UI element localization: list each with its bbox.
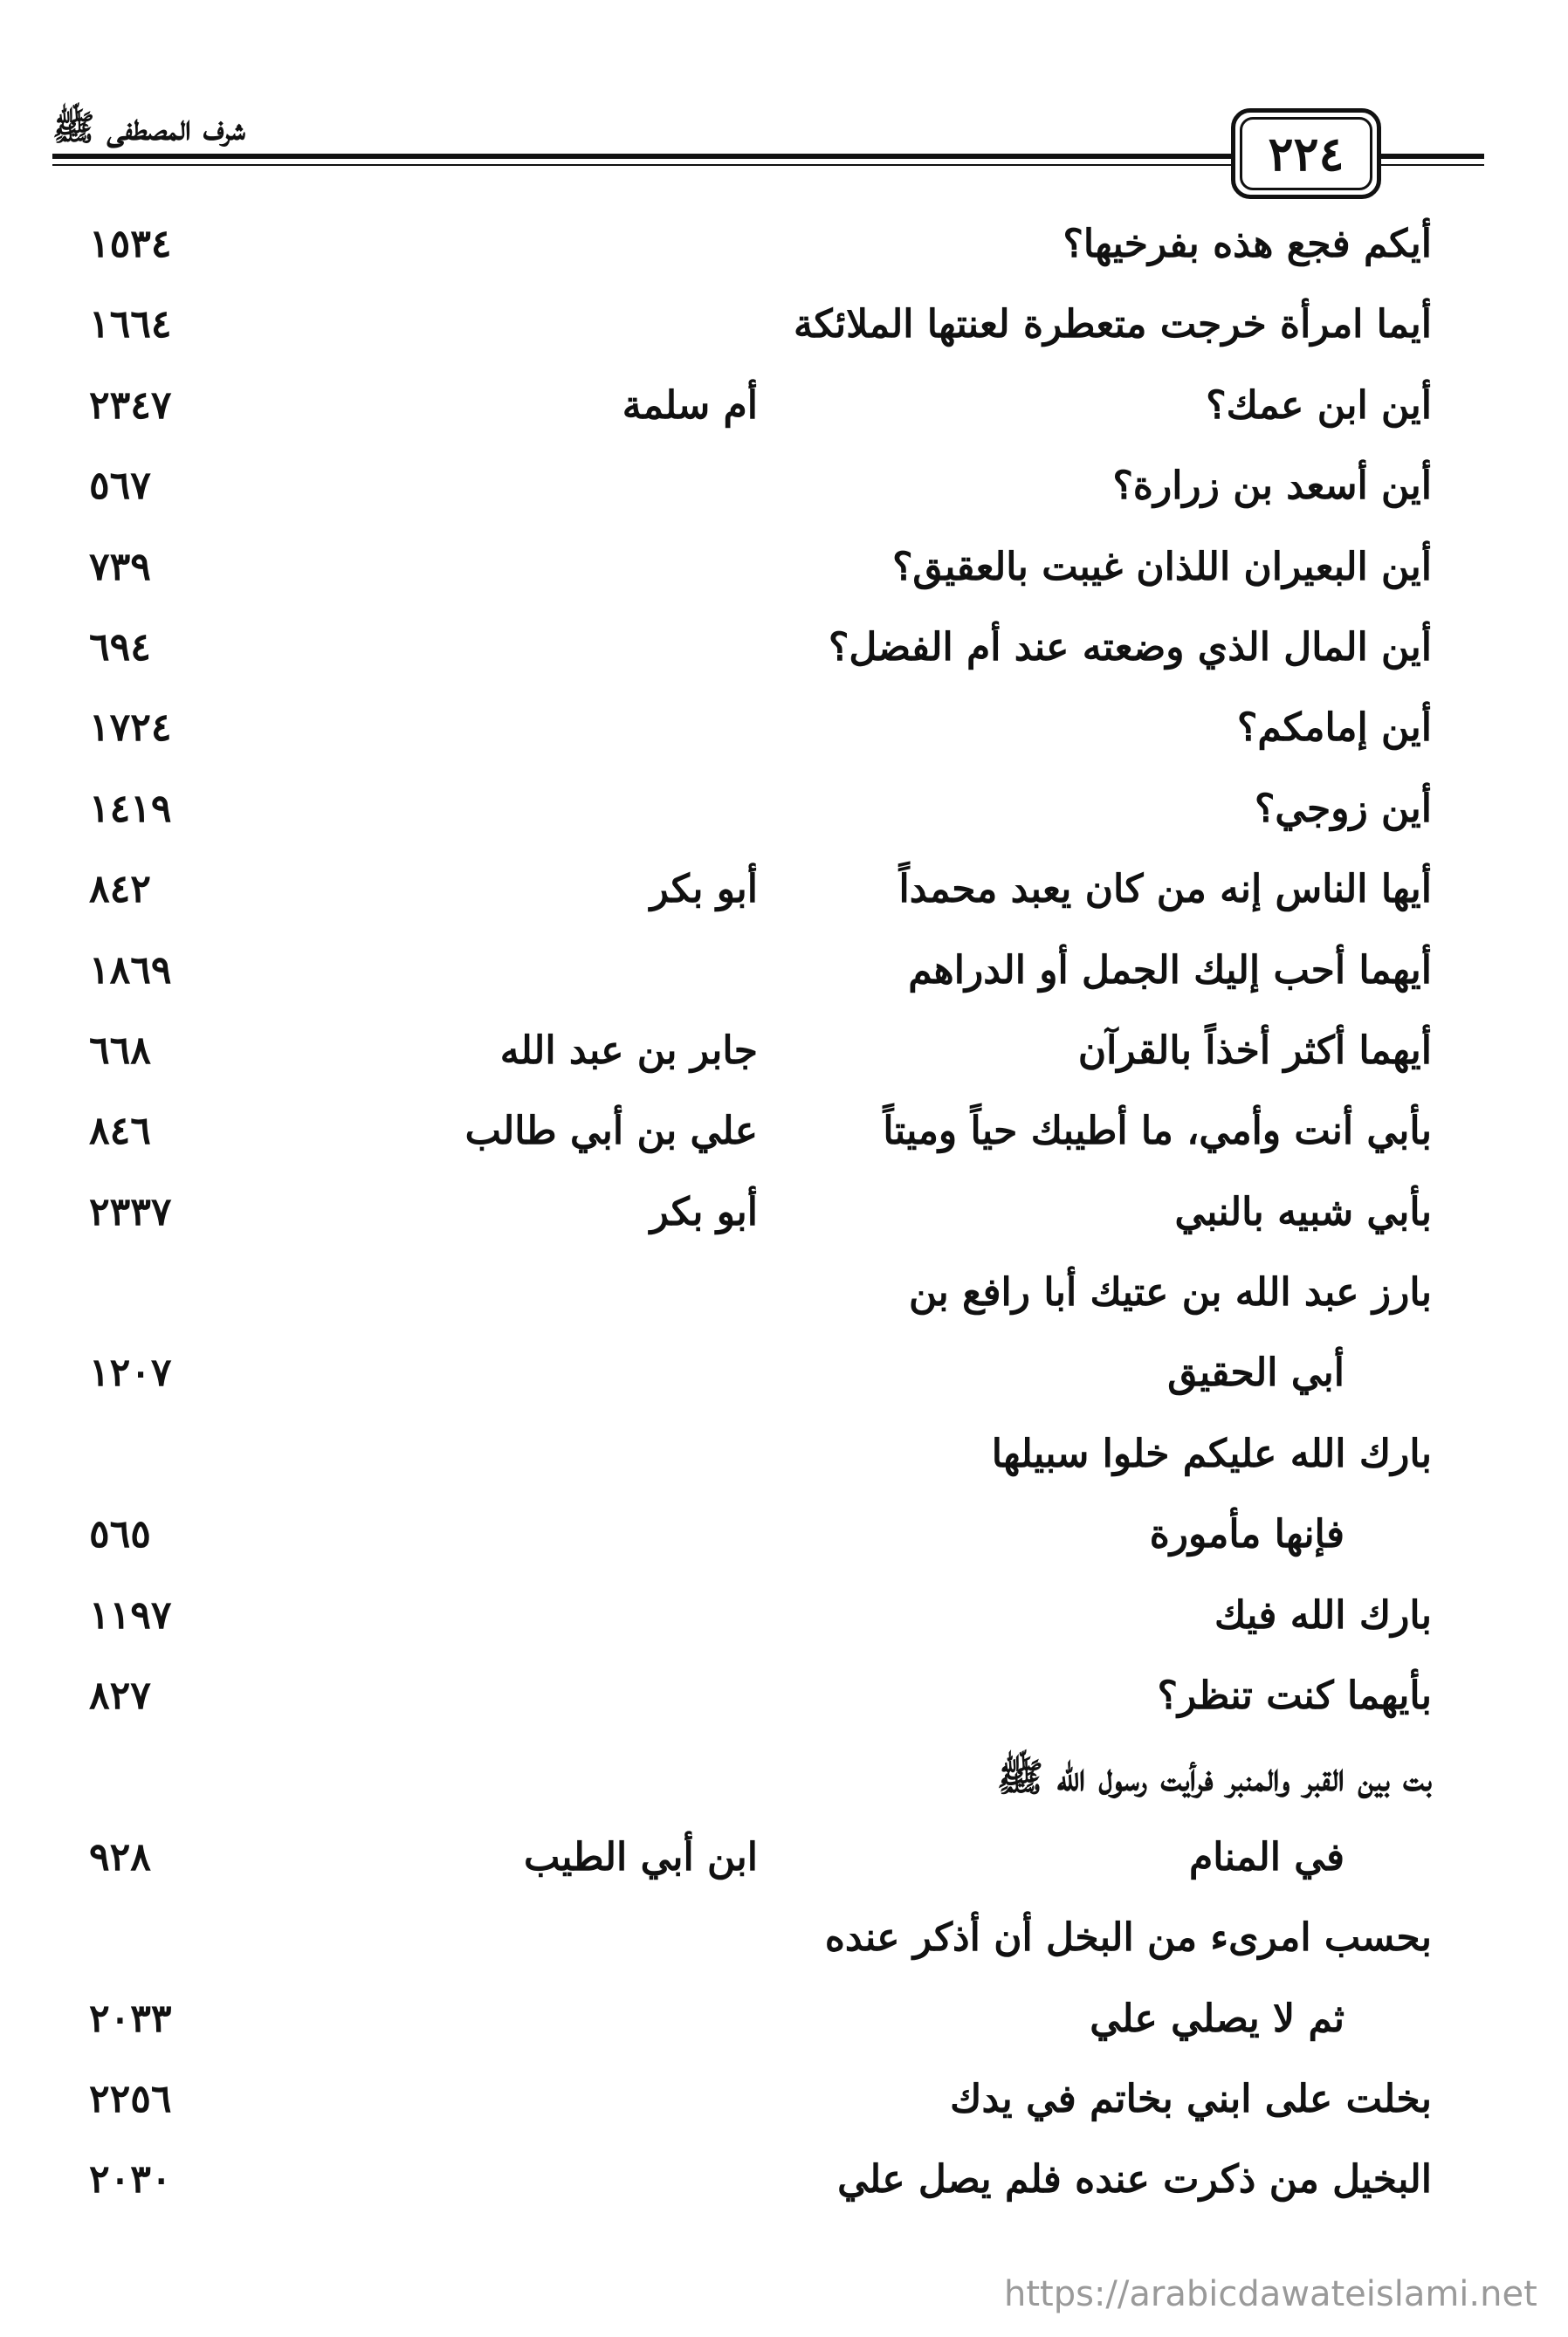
index-entry (79, 1742, 1432, 1822)
entry-hadith-number: ١٨٦٩ (89, 947, 172, 993)
index-entry (79, 533, 1432, 613)
entry-hadith-number: ٢٠٣٣ (89, 1996, 172, 2041)
entry-phrase: بأيهما كنت تنظر؟ (1157, 1674, 1432, 1719)
entry-phrase: فإنها مأمورة (1149, 1512, 1344, 1557)
entry-phrase: بارك الله عليكم خلوا سبيلها (991, 1431, 1432, 1476)
entry-hadith-number: ٦٩٤ (89, 624, 151, 670)
entry-hadith-number: ٢٠٣٠ (89, 2157, 172, 2203)
index-entry (79, 2065, 1432, 2145)
index-entry (79, 613, 1432, 693)
index-entry (79, 936, 1432, 1016)
entry-phrase: أين المال الذي وضعته عند أم الفضل؟ (828, 624, 1432, 670)
entry-hadith-number: ٦٦٨ (89, 1028, 151, 1073)
entry-narrator: أبو بكر (650, 867, 758, 912)
entry-phrase: أيهما أكثر أخذاً بالقرآن (1077, 1028, 1432, 1073)
entry-phrase: أيهما أحب إليك الجمل أو الدراهم (908, 947, 1432, 993)
index-entry (79, 1581, 1432, 1661)
index-entry (79, 1903, 1432, 1983)
entry-narrator: علي بن أبي طالب (464, 1109, 758, 1154)
entry-hadith-number: ١٥٣٤ (89, 222, 172, 266)
entry-phrase: أبي الحقيق (1167, 1351, 1344, 1396)
header-rule-thick (52, 154, 1231, 159)
index-entry (79, 1500, 1432, 1580)
index-entry (79, 1178, 1432, 1258)
entry-phrase: أيما امرأة خرجت متعطرة لعنتها الملائكة (794, 302, 1432, 347)
index-entry (79, 2145, 1432, 2225)
index-entry (79, 1096, 1432, 1177)
entry-narrator: أم سلمة (622, 382, 758, 428)
entry-hadith-number: ٧٣٩ (89, 544, 151, 589)
entry-hadith-number: ٨٤٢ (89, 867, 151, 912)
entry-hadith-number: ٨٢٧ (89, 1674, 151, 1719)
entry-phrase: أين أسعد بن زرارة؟ (1112, 464, 1432, 509)
entry-hadith-number: ٢٣٣٧ (89, 1189, 172, 1234)
entry-hadith-number: ٨٤٦ (89, 1109, 151, 1154)
entry-phrase: بارك الله فيك (1214, 1592, 1432, 1638)
entry-phrase: أين إمامكم؟ (1237, 705, 1432, 751)
entry-hadith-number: ١٢٠٧ (89, 1351, 172, 1396)
entry-phrase: أين ابن عمك؟ (1206, 382, 1432, 428)
entry-hadith-number: ٥٦٧ (89, 464, 151, 509)
entry-narrator: ابن أبي الطيب (524, 1834, 758, 1880)
entry-phrase: بارز عبد الله بن عتيك أبا رافع بن (909, 1270, 1432, 1316)
index-entry (79, 1419, 1432, 1500)
entry-phrase: أين زوجي؟ (1254, 786, 1432, 831)
index-entry (79, 693, 1432, 773)
page-number: ٢٢٤ (1240, 117, 1372, 190)
index-entry (79, 1823, 1432, 1903)
entry-phrase: البخيل من ذكرت عنده فلم يصل علي (837, 2157, 1432, 2203)
index-entry (79, 1984, 1432, 2065)
entry-phrase: بخلت على ابني بخاتم في يدك (950, 2076, 1432, 2121)
entry-hadith-number: ١٤١٩ (89, 786, 172, 831)
index-entry (79, 1338, 1432, 1419)
entry-hadith-number: ٩٢٨ (89, 1834, 151, 1880)
index-entry (79, 371, 1432, 451)
index-entry (79, 1258, 1432, 1338)
entry-hadith-number: ١٧٢٤ (89, 705, 172, 751)
entry-phrase: بحسب امرىء من البخل أن أذكر عنده (824, 1915, 1432, 1961)
entry-hadith-number: ١١٩٧ (89, 1592, 172, 1638)
entry-phrase: أيها الناس إنه من كان يعبد محمداً (898, 867, 1432, 912)
entry-hadith-number: ٢٣٤٧ (89, 382, 172, 428)
header-rule-right-thick (1381, 154, 1484, 159)
page-number-frame (1231, 108, 1381, 199)
index-entry (79, 1661, 1432, 1742)
index-entry (79, 855, 1432, 935)
index-list (79, 210, 1432, 2226)
entry-phrase: ثم لا يصلي علي (1090, 1996, 1344, 2041)
entry-hadith-number: ٥٦٥ (89, 1512, 151, 1557)
index-entry (79, 451, 1432, 532)
entry-phrase: في المنام (1188, 1834, 1344, 1880)
index-entry (79, 290, 1432, 370)
entry-phrase: بأبي شبيه بالنبي (1174, 1189, 1432, 1234)
watermark-url: https://arabicdawateislami.net (1004, 2274, 1537, 2314)
entry-narrator: أبو بكر (650, 1189, 758, 1234)
index-entry (79, 774, 1432, 855)
entry-phrase: بأبي أنت وأمي، ما أطيبك حياً وميتاً (883, 1109, 1432, 1154)
entry-phrase: أيكم فجع هذه بفرخيها؟ (1063, 222, 1432, 266)
book-title: شرف المصطفى ﷺ (52, 107, 245, 148)
entry-phrase: أين البعيران اللذان غيبت بالعقيق؟ (892, 544, 1432, 589)
index-entry (79, 210, 1432, 290)
entry-hadith-number: ١٦٦٤ (89, 302, 172, 347)
header-rule-thin (52, 164, 1231, 166)
entry-hadith-number: ٢٢٥٦ (89, 2076, 172, 2121)
page-header (52, 96, 1432, 201)
entry-phrase: بت بين القبر والمنبر فرأيت رسول الله ﷺ (996, 1756, 1432, 1801)
index-entry (79, 1016, 1432, 1096)
header-rule-right-thin (1381, 164, 1484, 166)
entry-narrator: جابر بن عبد الله (499, 1028, 758, 1073)
